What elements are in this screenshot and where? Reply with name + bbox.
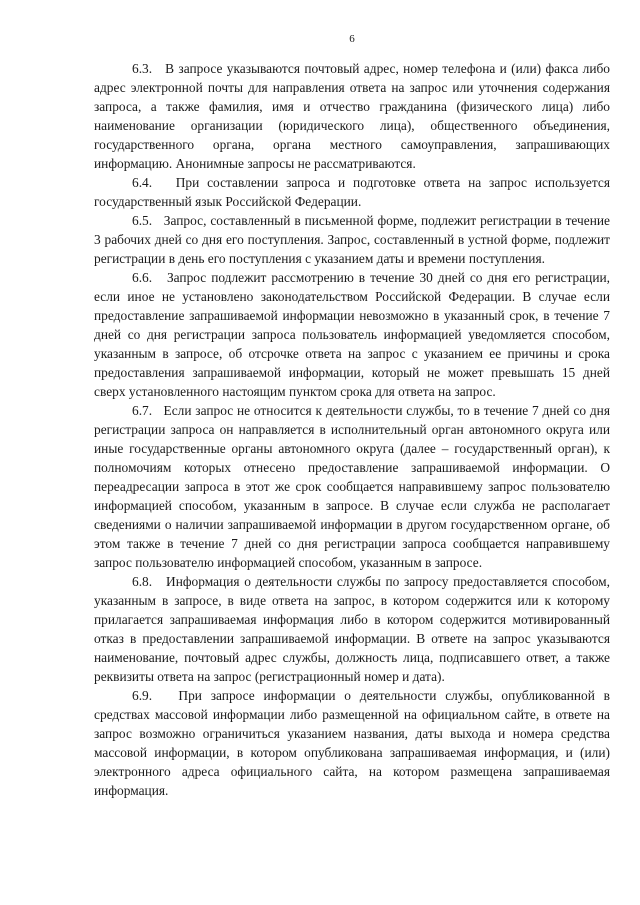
paragraph-6-3: 6.3. В запросе указываются почтовый адрес, номер телефона и (или) факса либо адрес электронной почты для направления ответа на запрос или уточнения содержания запроса, а также фамилия, имя и отчество гражданина (физического лица) либо наименование организации (юридического лица), общественного объединения, государственного органа, органа местного самоуправления, запрашивающих информацию. Анонимные запросы не рассматриваются. [94, 61, 610, 171]
document-page [94, 0, 610, 905]
document-body [94, 59, 610, 800]
paragraph-6-8: 6.8. Информация о деятельности службы по запросу предоставляется способом, указанным в запросе, в виде ответа на запрос, в котором содержится или к которому прилагается запрашиваемая информация либо в котором содержится мотивированный отказ в предоставлении запрашиваемой информации. В ответе на запрос указываются наименование, почтовый адрес службы, должность лица, подписавшего ответ, а также реквизиты ответа на запрос (регистрационный номер и дата). [94, 574, 610, 684]
paragraph-6-7: 6.7. Если запрос не относится к деятельности службы, то в течение 7 дней со дня регистрации запроса он направляется в исполнительный орган автономного округа или иные государственные органы автономного округа (далее – государственный орган), к полномочиям которых отнесено предоставление запрашиваемой информации. О переадресации запроса в этот же срок сообщается направившему запрос пользователю информацией способом, указанным в запросе. В случае если служба не располагает сведениями о наличии запрашиваемой информации в другом государственном органе, об этом также в течение 7 дней со дня регистрации запроса сообщается направившему запрос пользователю информацией способом, указанным в запросе. [94, 403, 610, 570]
paragraph-6-9: 6.9. При запросе информации о деятельности службы, опубликованной в средствах массовой информации либо размещенной на официальном сайте, в ответе на запрос возможно ограничиться указанием названия, даты выхода и номера средства массовой информации, в котором опубликована запрашиваемая информация, и (или) электронного адреса официального сайта, на котором размещена запрашиваемая информация. [94, 688, 610, 798]
paragraph-6-6: 6.6. Запрос подлежит рассмотрению в течение 30 дней со дня его регистрации, если иное не установлено законодательством Российской Федерации. В случае если предоставление запрашиваемой информации невозможно в указанный срок, в течение 7 дней со дня регистрации запроса пользователь информацией уведомляется способом, указанным в запросе, об отсрочке ответа на запрос с указанием ее причины и срока предоставления запрашиваемой информации, который не может превышать 15 дней сверх установленного настоящим пунктом срока для ответа на запрос. [94, 270, 610, 399]
paragraph-6-5: 6.5. Запрос, составленный в письменной форме, подлежит регистрации в течение 3 рабочих дней со дня его поступления. Запрос, составленный в устной форме, подлежит регистрации в день его поступления с указанием даты и времени поступления. [94, 213, 610, 266]
paragraph-6-4: 6.4. При составлении запроса и подготовке ответа на запрос используется государственный язык Российской Федерации. [94, 175, 610, 209]
page-number: 6 [349, 33, 355, 45]
